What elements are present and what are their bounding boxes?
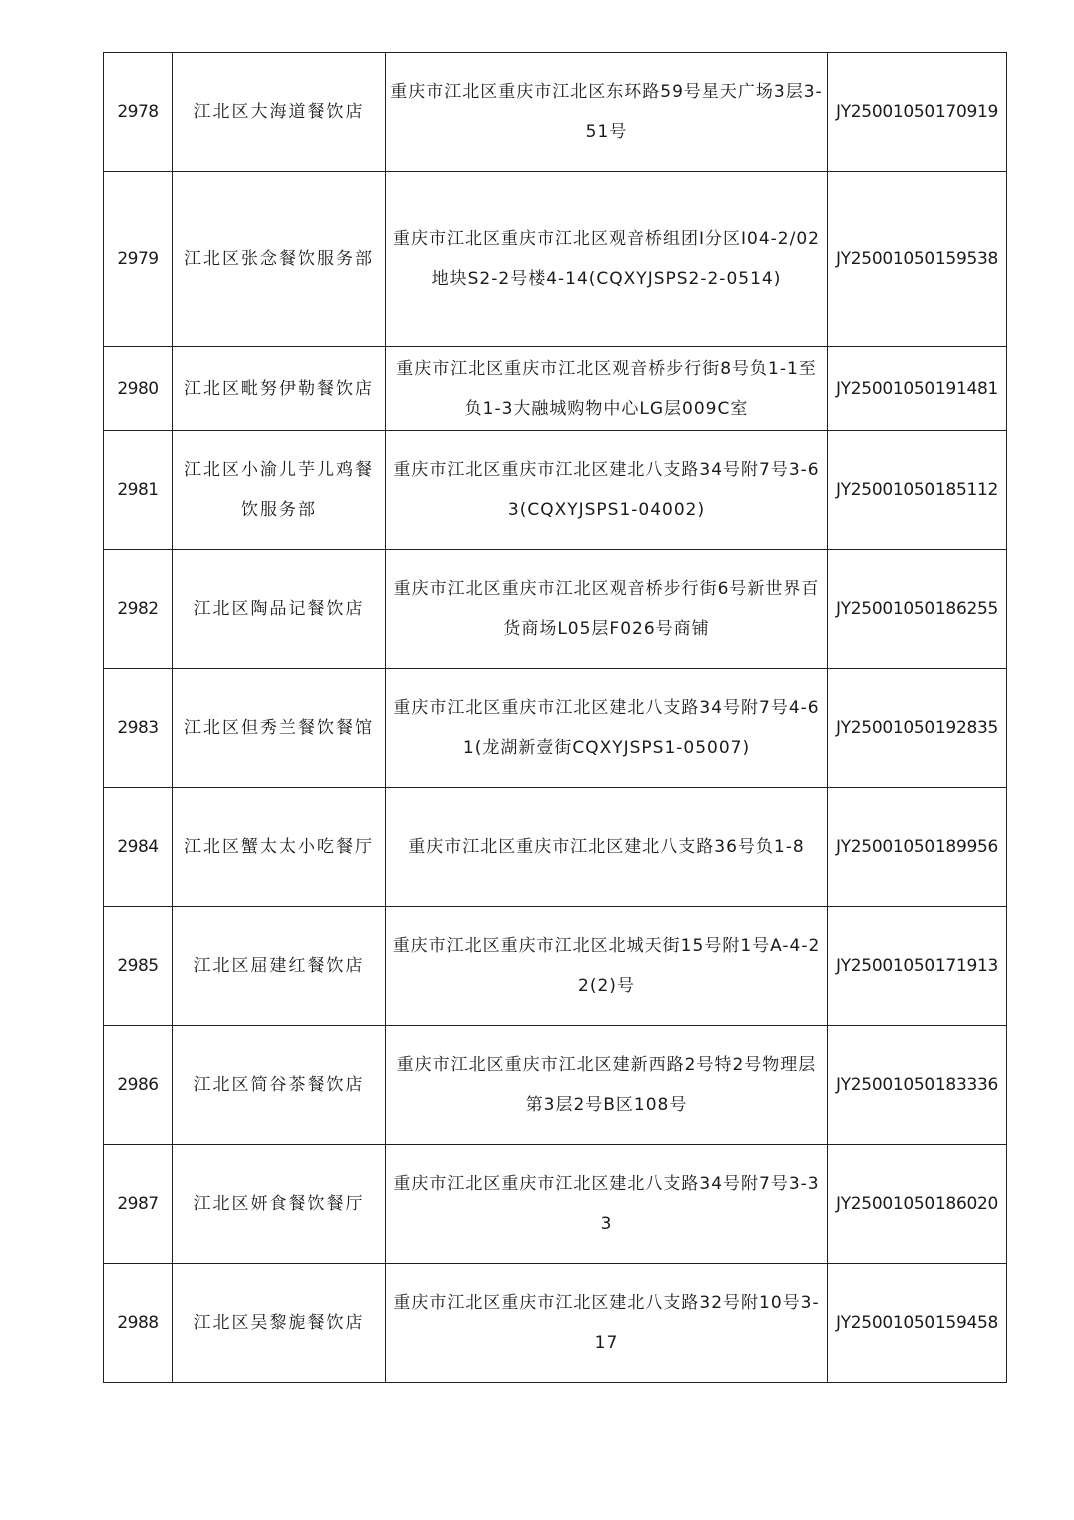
row-number: 2983	[104, 669, 173, 788]
business-name: 江北区蟹太太小吃餐厅	[173, 788, 386, 907]
table-row	[104, 431, 1007, 550]
business-name: 江北区大海道餐饮店	[173, 53, 386, 172]
row-number: 2988	[104, 1264, 173, 1383]
table-row	[104, 1145, 1007, 1264]
row-number: 2978	[104, 53, 173, 172]
business-license-table	[103, 52, 1007, 1383]
business-name: 江北区陶品记餐饮店	[173, 550, 386, 669]
license-number: JY25001050170919	[828, 53, 1007, 172]
row-number: 2984	[104, 788, 173, 907]
business-name: 江北区屈建红餐饮店	[173, 907, 386, 1026]
license-number: JY25001050192835	[828, 669, 1007, 788]
table-row	[104, 1026, 1007, 1145]
business-address: 重庆市江北区重庆市江北区东环路59号星天广场3层3-51号	[386, 53, 828, 172]
business-address: 重庆市江北区重庆市江北区观音桥步行街6号新世界百货商场L05层F026号商铺	[386, 550, 828, 669]
row-number: 2981	[104, 431, 173, 550]
business-address: 重庆市江北区重庆市江北区建北八支路34号附7号4-61(龙湖新壹街CQXYJSPS1-05007)	[386, 669, 828, 788]
table-row	[104, 347, 1007, 431]
license-number: JY25001050191481	[828, 347, 1007, 431]
business-address: 重庆市江北区重庆市江北区建北八支路34号附7号3-33	[386, 1145, 828, 1264]
row-number: 2980	[104, 347, 173, 431]
business-name: 江北区毗努伊勒餐饮店	[173, 347, 386, 431]
business-name: 江北区简谷茶餐饮店	[173, 1026, 386, 1145]
row-number: 2979	[104, 172, 173, 347]
table-row	[104, 172, 1007, 347]
business-address: 重庆市江北区重庆市江北区建北八支路36号负1-8	[386, 788, 828, 907]
business-address: 重庆市江北区重庆市江北区观音桥步行街8号负1-1至负1-3大融城购物中心LG层009C室	[386, 347, 828, 431]
business-address: 重庆市江北区重庆市江北区建北八支路34号附7号3-63(CQXYJSPS1-04002)	[386, 431, 828, 550]
business-address: 重庆市江北区重庆市江北区北城天街15号附1号A-4-22(2)号	[386, 907, 828, 1026]
table-row	[104, 907, 1007, 1026]
table-row	[104, 669, 1007, 788]
license-number: JY25001050171913	[828, 907, 1007, 1026]
business-name: 江北区妍食餐饮餐厅	[173, 1145, 386, 1264]
table-row	[104, 53, 1007, 172]
row-number: 2986	[104, 1026, 173, 1145]
business-name: 江北区但秀兰餐饮餐馆	[173, 669, 386, 788]
row-number: 2987	[104, 1145, 173, 1264]
business-address: 重庆市江北区重庆市江北区建北八支路32号附10号3-17	[386, 1264, 828, 1383]
license-number: JY25001050159538	[828, 172, 1007, 347]
table-row	[104, 788, 1007, 907]
license-number: JY25001050185112	[828, 431, 1007, 550]
license-number: JY25001050189956	[828, 788, 1007, 907]
row-number: 2982	[104, 550, 173, 669]
license-number: JY25001050159458	[828, 1264, 1007, 1383]
business-name: 江北区吴黎旎餐饮店	[173, 1264, 386, 1383]
business-address: 重庆市江北区重庆市江北区建新西路2号特2号物理层第3层2号B区108号	[386, 1026, 828, 1145]
table-row	[104, 550, 1007, 669]
row-number: 2985	[104, 907, 173, 1026]
license-number: JY25001050186020	[828, 1145, 1007, 1264]
business-name: 江北区张念餐饮服务部	[173, 172, 386, 347]
business-address: 重庆市江北区重庆市江北区观音桥组团Ⅰ分区I04-2/02地块S2-2号楼4-14(CQXYJSPS2-2-0514)	[386, 172, 828, 347]
license-number: JY25001050183336	[828, 1026, 1007, 1145]
table-row	[104, 1264, 1007, 1383]
license-number: JY25001050186255	[828, 550, 1007, 669]
business-name: 江北区小渝儿芋儿鸡餐饮服务部	[173, 431, 386, 550]
